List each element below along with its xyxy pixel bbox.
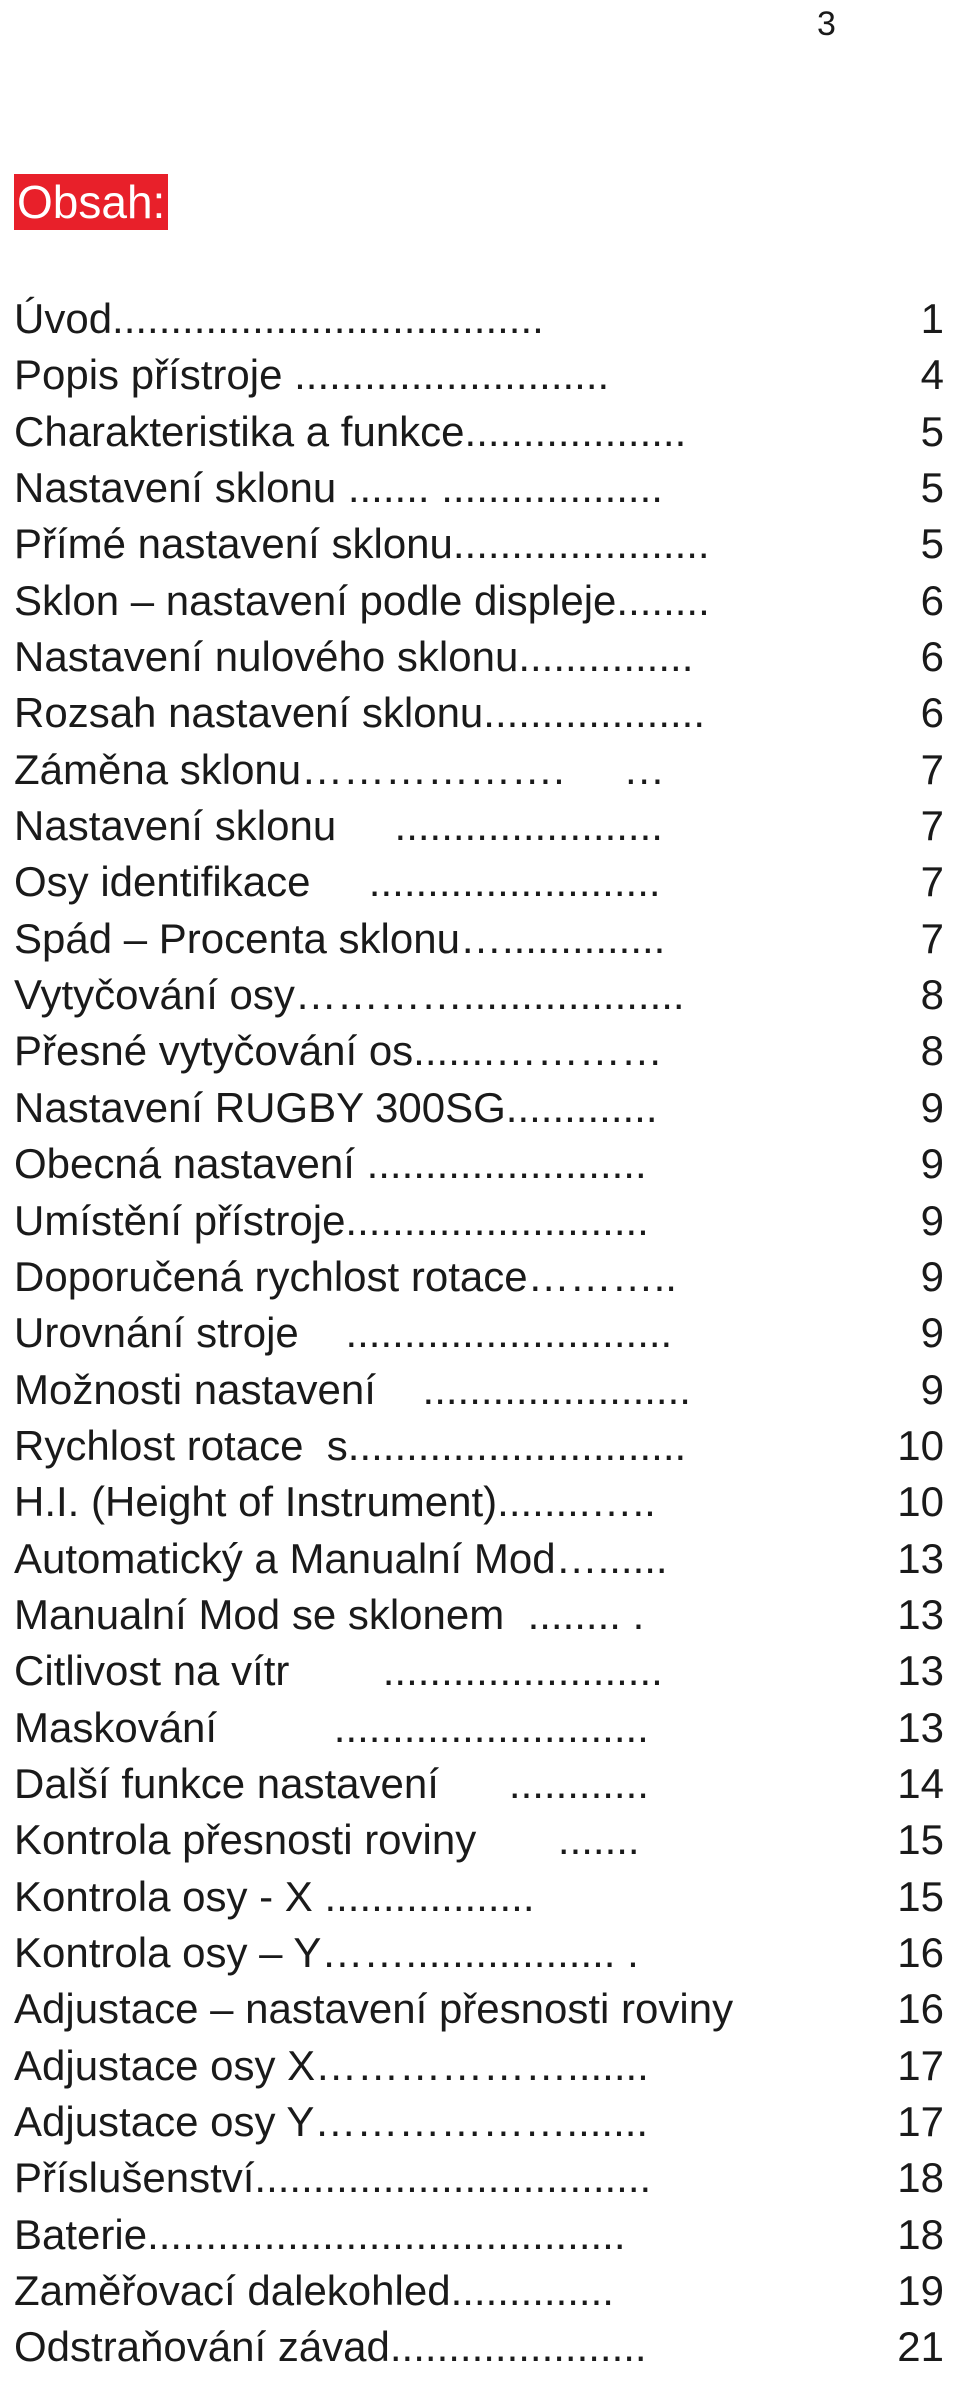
toc-entry-title: Možnosti nastavení .......................	[14, 1365, 691, 1413]
toc-entry-page: 13	[897, 1534, 944, 1582]
toc-entry	[14, 2319, 944, 2375]
toc-entry	[14, 854, 944, 910]
toc-entry-page: 13	[897, 1703, 944, 1751]
toc-entry-title: Manualní Mod se sklonem ........ .	[14, 1590, 645, 1638]
toc-entry	[14, 460, 944, 516]
toc-entry-page: 17	[897, 2041, 944, 2089]
toc-entry-page: 7	[920, 802, 944, 850]
toc-entry-page: 6	[920, 576, 944, 624]
toc-entry	[14, 2150, 944, 2206]
toc-entry-title: H.I. (Height of Instrument)........…..	[14, 1478, 656, 1526]
toc-entry-page: 6	[920, 689, 944, 737]
toc-entry	[14, 1643, 944, 1699]
toc-entry-title: Vytyčování osy…………...................	[14, 971, 685, 1019]
toc-entry-title: Spád – Procenta sklonu…..............	[14, 914, 666, 962]
toc-entry-title: Obecná nastavení ........................	[14, 1140, 647, 1188]
table-of-contents	[14, 291, 944, 2376]
toc-entry-title: Doporučená rychlost rotace………..	[14, 1252, 677, 1300]
toc-entry-page: 18	[897, 2154, 944, 2202]
toc-entry-title: Baterie.........................................	[14, 2210, 626, 2258]
toc-entry-title: Adjustace – nastavení přesnosti roviny	[14, 1985, 734, 2033]
toc-entry-title: Nastavení sklonu ....... ...................	[14, 464, 663, 512]
toc-entry-page: 7	[920, 914, 944, 962]
toc-entry-title: Další funkce nastavení ............	[14, 1759, 649, 1807]
toc-entry-page: 6	[920, 633, 944, 681]
toc-entry	[14, 2094, 944, 2150]
toc-entry-title: Nastavení nulového sklonu...............	[14, 633, 694, 681]
toc-entry	[14, 911, 944, 967]
toc-entry-title: Popis přístroje ...........................	[14, 351, 610, 399]
toc-entry	[14, 967, 944, 1023]
toc-entry-page: 13	[897, 1647, 944, 1695]
toc-entry-page: 9	[920, 1083, 944, 1131]
toc-entry-page: 8	[920, 1027, 944, 1075]
toc-entry-page: 5	[920, 407, 944, 455]
toc-entry-title: Přímé nastavení sklonu......................	[14, 520, 710, 568]
toc-entry	[14, 573, 944, 629]
toc-entry	[14, 629, 944, 685]
toc-entry	[14, 2038, 944, 2094]
toc-entry-page: 4	[920, 351, 944, 399]
toc-entry-page: 16	[897, 1928, 944, 1976]
toc-entry-page: 16	[897, 1985, 944, 2033]
toc-entry-title: Kontrola osy - X ..................	[14, 1872, 535, 1920]
toc-entry	[14, 516, 944, 572]
toc-entry	[14, 1700, 944, 1756]
toc-entry-page: 17	[897, 2098, 944, 2145]
toc-entry-title: Zaměřovací dalekohled..............	[14, 2267, 614, 2315]
toc-entry	[14, 1418, 944, 1474]
toc-entry	[14, 742, 944, 798]
toc-entry-title: Kontrola osy – Y…….................. .	[14, 1928, 639, 1976]
toc-entry-page: 14	[897, 1759, 944, 1807]
toc-entry	[14, 404, 944, 460]
toc-entry-title: Přesné vytyčování os.......…………	[14, 1027, 663, 1075]
toc-entry	[14, 1474, 944, 1530]
toc-entry-page: 15	[897, 1872, 944, 1920]
toc-entry-title: Úvod.....................................	[14, 295, 544, 342]
toc-entry	[14, 685, 944, 741]
toc-entry-title: Nastavení sklonu .......................	[14, 802, 663, 850]
toc-entry	[14, 1531, 944, 1587]
toc-entry-title: Rozsah nastavení sklonu...................	[14, 689, 705, 737]
toc-entry	[14, 1925, 944, 1981]
toc-entry-page: 10	[897, 1478, 944, 1526]
toc-entry	[14, 347, 944, 403]
toc-entry-title: Kontrola přesnosti roviny .......	[14, 1816, 640, 1864]
toc-entry	[14, 1362, 944, 1418]
toc-entry-page: 8	[920, 971, 944, 1019]
toc-entry-page: 7	[920, 745, 944, 793]
toc-entry-page: 19	[897, 2267, 944, 2315]
toc-entry	[14, 1305, 944, 1361]
toc-entry	[14, 1193, 944, 1249]
toc-entry-title: Maskování ...........................	[14, 1703, 649, 1751]
toc-entry-page: 9	[920, 1252, 944, 1300]
toc-entry	[14, 1869, 944, 1925]
toc-entry-title: Nastavení RUGBY 300SG.............	[14, 1083, 658, 1131]
toc-entry	[14, 1080, 944, 1136]
toc-entry-page: 21	[897, 2323, 944, 2371]
toc-entry-title: Osy identifikace .........................	[14, 858, 661, 906]
toc-entry	[14, 1249, 944, 1305]
toc-entry	[14, 1587, 944, 1643]
toc-entry	[14, 1756, 944, 1812]
toc-entry-page: 5	[920, 520, 944, 568]
toc-entry	[14, 1136, 944, 1192]
toc-entry-page: 13	[897, 1590, 944, 1638]
toc-entry-page: 7	[920, 858, 944, 906]
toc-entry-page: 10	[897, 1421, 944, 1469]
page-number: 3	[817, 5, 836, 43]
toc-entry-title: Adjustace osy Y……………….......	[14, 2098, 649, 2145]
toc-entry	[14, 1812, 944, 1868]
toc-entry-page: 9	[920, 1309, 944, 1357]
toc-entry-title: Rychlost rotace s.............................	[14, 1421, 687, 1469]
toc-entry-page: 5	[920, 464, 944, 512]
toc-entry-title: Urovnání stroje ............................	[14, 1309, 673, 1357]
toc-entry-title: Umístění přístroje..........................	[14, 1196, 649, 1244]
toc-entry	[14, 1981, 944, 2037]
toc-entry-title: Záměna sklonu………………. …	[14, 745, 666, 793]
toc-entry-title: Odstraňování závad......................	[14, 2323, 647, 2371]
toc-entry	[14, 291, 944, 347]
toc-entry-title: Sklon – nastavení podle displeje........	[14, 576, 710, 624]
toc-entry-title: Citlivost na vítr ........................	[14, 1647, 663, 1695]
toc-entry	[14, 2263, 944, 2319]
toc-entry	[14, 2207, 944, 2263]
toc-entry-title: Příslušenství..................................	[14, 2154, 652, 2202]
toc-entry-title: Adjustace osy X……………….......	[14, 2041, 649, 2089]
toc-entry-page: 9	[920, 1365, 944, 1413]
contents-heading: Obsah:	[14, 174, 168, 230]
toc-entry-page: 9	[920, 1196, 944, 1244]
toc-entry-page: 1	[920, 295, 944, 342]
toc-entry-page: 9	[920, 1140, 944, 1188]
toc-entry-page: 15	[897, 1816, 944, 1864]
toc-entry	[14, 1023, 944, 1079]
toc-entry-title: Charakteristika a funkce...................	[14, 407, 687, 455]
toc-entry	[14, 798, 944, 854]
toc-entry-page: 18	[897, 2210, 944, 2258]
toc-entry-title: Automatický a Manualní Mod…......	[14, 1534, 668, 1582]
